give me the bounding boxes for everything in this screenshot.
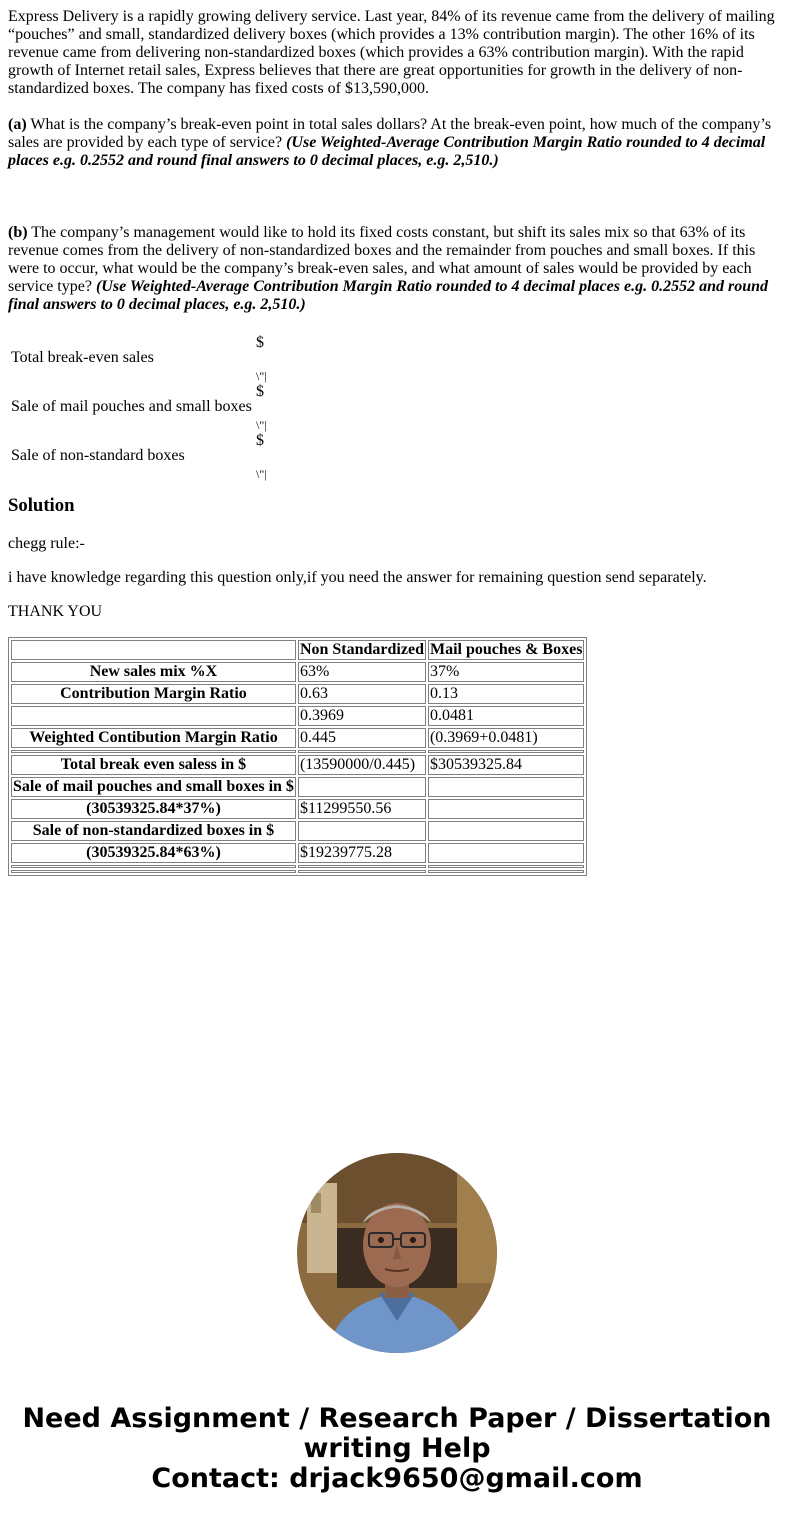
table-cell: New sales mix %X	[11, 662, 296, 682]
table-row	[11, 706, 584, 726]
table-row	[11, 843, 584, 863]
table-spacer-row	[11, 750, 584, 753]
table-row	[11, 755, 584, 775]
table-cell: Contribution Margin Ratio	[11, 684, 296, 704]
currency-symbol: $	[256, 334, 264, 351]
solution-heading: Solution	[8, 495, 75, 516]
part-a-instruction: (Use Weighted-Average Contribution Margin Ratio rounded to 4 decimal places e.g. 0.2552 and round final answers to 0 decimal places, e.g. 2,510.)	[8, 134, 766, 169]
table-cell: Sale of mail pouches and small boxes in $	[13, 778, 294, 795]
table-cell: (13590000/0.445)	[298, 755, 426, 775]
table-cell: 37%	[428, 662, 584, 682]
table-cell: 0.13	[428, 684, 584, 704]
table-header-cell: Non Standardized	[299, 641, 424, 658]
part-b-label: (b)	[8, 224, 28, 241]
currency-symbol: $	[256, 432, 264, 449]
part-a-label: (a)	[8, 116, 27, 133]
form-row-nonstandard	[10, 432, 317, 479]
table-header-row	[11, 640, 584, 660]
part-b-text: The company’s management would like to hold its fixed costs constant, but shift its sales mix so that 63% of its revenue comes from the delivery of non-standardized boxes and the remainder from pouches and small boxes. If this were to occur, what would be the company’s break-even sales, and what amount of sales would be provided by each service type?	[8, 224, 756, 295]
footer-line-1: Need Assignment / Research Paper / Dissertation	[22, 1403, 772, 1434]
table-cell: 0.0481	[428, 706, 584, 726]
question-intro: Express Delivery is a rapidly growing delivery service. Last year, 84% of its revenue came from the delivery of mailing “pouches” and small, standardized delivery boxes (which provides a 13% contribution margin). The other 16% of its revenue came from delivering non-standardized boxes (which provides a 63% contribution margin). With the rapid growth of Internet retail sales, Express believes that there are great opportunities for growth in the delivery of non-standardized boxes. The company has fixed costs of $13,590,000.	[8, 8, 775, 97]
answer-input[interactable]	[255, 334, 317, 381]
author-photo	[297, 1153, 497, 1353]
table-row	[11, 821, 584, 841]
table-cell	[11, 706, 296, 726]
broken-icon-text: \"|	[256, 369, 267, 383]
form-row-mail	[10, 383, 317, 430]
table-cell: (30539325.84*63%)	[11, 843, 296, 863]
table-cell	[298, 777, 426, 797]
answer-input[interactable]	[255, 432, 317, 479]
author-portrait-image	[297, 1153, 497, 1353]
solution-table	[8, 637, 587, 876]
table-cell	[298, 821, 426, 841]
answer-form	[8, 332, 319, 481]
table-cell	[428, 821, 584, 841]
table-cell	[428, 777, 584, 797]
table-row	[11, 684, 584, 704]
solution-note-3: THANK YOU	[8, 603, 103, 620]
currency-symbol: $	[256, 383, 264, 400]
form-row-total	[10, 334, 317, 381]
answer-input[interactable]	[255, 383, 317, 430]
form-label: Sale of non-standard boxes	[11, 446, 185, 464]
table-cell: (30539325.84*37%)	[11, 799, 296, 819]
table-row	[11, 662, 584, 682]
table-row	[11, 799, 584, 819]
form-label: Sale of mail pouches and small boxes	[11, 397, 252, 415]
table-cell	[428, 843, 584, 863]
table-cell: 0.3969	[298, 706, 426, 726]
table-cell: 0.63	[298, 684, 426, 704]
part-a-text: What is the company’s break-even point in total sales dollars? At the break-even point, how much of the company’s sales are provided by each type of service?	[8, 116, 772, 151]
part-b-instruction: (Use Weighted-Average Contribution Margin Ratio rounded to 4 decimal places e.g. 0.2552 and round final answers to 0 decimal places, e.g. 2,510.)	[8, 278, 768, 313]
table-cell: $11299550.56	[298, 799, 426, 819]
solution-note-1: chegg rule:-	[8, 535, 85, 552]
broken-icon-text: \"|	[256, 418, 267, 432]
table-spacer-row	[11, 865, 584, 868]
table-cell: Weighted Contibution Margin Ratio	[11, 728, 296, 748]
table-cell: 63%	[298, 662, 426, 682]
table-cell: $30539325.84	[428, 755, 584, 775]
footer-contact: Contact: drjack9650@gmail.com	[151, 1463, 643, 1494]
table-spacer-row	[11, 870, 584, 873]
part-a	[8, 116, 782, 170]
form-label: Total break-even sales	[11, 348, 154, 366]
table-cell	[428, 799, 584, 819]
question-content	[8, 8, 782, 876]
table-cell: Sale of non-standardized boxes in $	[11, 821, 296, 841]
broken-icon-text: \"|	[256, 467, 267, 481]
table-row	[11, 777, 584, 797]
table-header-cell: Mail pouches & Boxes	[429, 641, 583, 658]
table-row	[11, 728, 584, 748]
solution-note-2: i have knowledge regarding this question only,if you need the answer for remaining question send separately.	[8, 569, 707, 586]
table-cell: Total break even saless in $	[11, 755, 296, 775]
part-b	[8, 224, 782, 314]
footer-line-2: writing Help	[303, 1433, 491, 1464]
table-header-cell	[11, 640, 296, 660]
table-cell: 0.445	[298, 728, 426, 748]
footer-banner	[0, 1404, 794, 1494]
table-cell: $19239775.28	[298, 843, 426, 863]
table-cell: (0.3969+0.0481)	[428, 728, 584, 748]
